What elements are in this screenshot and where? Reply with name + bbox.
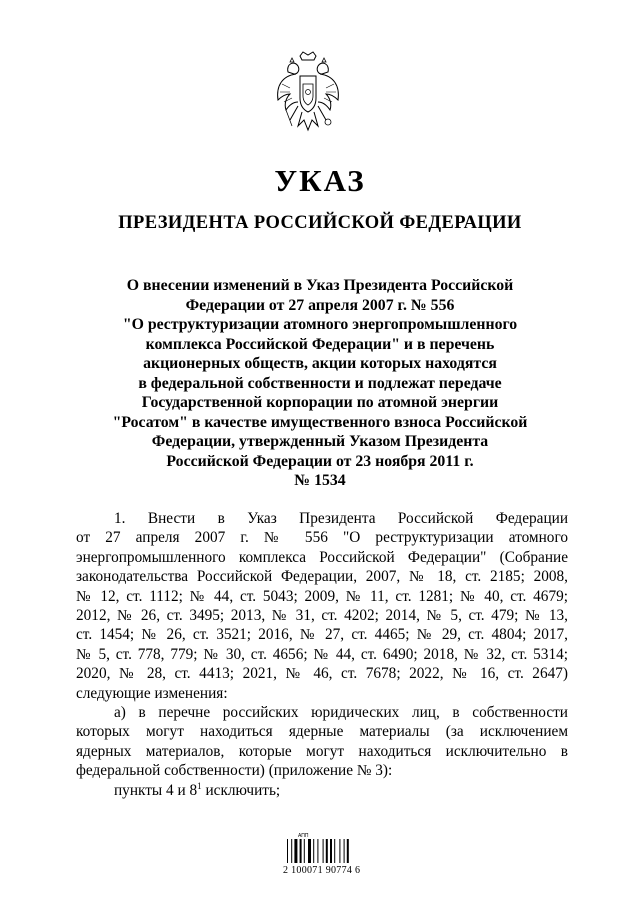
barcode-bar bbox=[300, 839, 302, 863]
barcode-bar bbox=[287, 839, 288, 863]
heading-line: в федеральной собственности и подлежат передаче bbox=[138, 374, 502, 392]
barcode-bar bbox=[308, 839, 311, 863]
body-line-last bbox=[76, 781, 568, 800]
heading-line: Федерации, утвержденный Указом Президента bbox=[151, 433, 489, 450]
barcode-bar bbox=[323, 839, 324, 863]
body-line: ядерных материалов, которые могут находиться исключительно в bbox=[76, 742, 568, 760]
last-line-text-after: исключить; bbox=[201, 781, 281, 799]
last-line-text: пункты 4 и 8 bbox=[114, 781, 198, 799]
barcode-bar bbox=[334, 839, 335, 863]
body-line: а) в перечне российских юридических лиц, в собственности bbox=[114, 704, 568, 722]
barcode-bar bbox=[291, 839, 292, 863]
barcode-bar bbox=[304, 839, 305, 863]
heading-line: Российской Федерации от 23 ноября 2011 г. bbox=[166, 452, 474, 470]
heading-line: № 1534 bbox=[294, 472, 346, 489]
barcode-bar bbox=[317, 839, 318, 863]
heading-line: О внесении изменений в Указ Президента Российской bbox=[126, 277, 514, 294]
barcode-bar bbox=[326, 839, 328, 863]
barcode-bar bbox=[313, 839, 314, 863]
body-line: № 12, ст. 1112; № 44, ст. 5043; 2009, № 11, ст. 1281; № 40, ст. 4679; bbox=[76, 587, 568, 605]
heading-line: комплекса Российской Федерации" и в перечень bbox=[145, 335, 495, 353]
barcode-bar bbox=[347, 839, 349, 863]
decree-heading bbox=[100, 276, 540, 491]
coat-of-arms-emblem bbox=[272, 50, 344, 138]
heading-line: акционерных обществ, акции которых находятся bbox=[143, 355, 497, 372]
body-line: ст. 1454; № 26, ст. 3521; 2016, № 27, ст. 4465; № 29, ст. 4804; 2017, bbox=[76, 626, 568, 644]
heading-line: "О реструктуризации атомного энергопромышленного bbox=[122, 316, 518, 333]
heading-line: Государственной корпорации по атомной энергии bbox=[141, 394, 499, 411]
body-line: энергопромышленного комплекса Российской Федерации" (Собрание bbox=[76, 548, 568, 566]
barcode-label: АПП bbox=[298, 833, 309, 839]
barcode-bar bbox=[339, 839, 340, 863]
document-subtitle: ПРЕЗИДЕНТА РОССИЙСКОЙ ФЕДЕРАЦИИ bbox=[118, 213, 522, 233]
barcode-bar bbox=[330, 839, 332, 863]
decree-body bbox=[76, 509, 568, 800]
heading-line: Федерации от 27 апреля 2007 г. № 556 bbox=[185, 296, 455, 314]
body-line: 2012, № 26, ст. 3495; 2013, № 31, ст. 4202; 2014, № 5, ст. 479; № 13, bbox=[76, 607, 568, 625]
body-line: 2020, № 28, ст. 4413; 2021, № 46, ст. 7678; 2022, № 16, ст. 2647) bbox=[76, 665, 568, 683]
body-line: которых могут находиться ядерные материалы (за исключением bbox=[76, 723, 568, 741]
body-line: № 5, ст. 778, 779; № 30, ст. 4656; № 44, ст. 6490; 2018, № 32, ст. 5314; bbox=[76, 645, 568, 663]
body-line: федеральной собственности) (приложение № 3): bbox=[76, 762, 393, 780]
barcode-number: 2 100071 90774 6 bbox=[283, 865, 361, 876]
document-title: УКАЗ bbox=[274, 163, 366, 198]
body-line: законодательства Российской Федерации, 2007, № 18, ст. 2185; 2008, bbox=[76, 568, 568, 586]
heading-line: "Росатом" в качестве имущественного взноса Российской bbox=[112, 413, 528, 431]
body-line: следующие изменения: bbox=[76, 684, 228, 702]
superscript: 1 bbox=[197, 780, 202, 791]
barcode-bar bbox=[294, 839, 297, 863]
body-line: от 27 апреля 2007 г. № 556 "О реструктуризации атомного bbox=[76, 529, 568, 547]
barcode-bar bbox=[344, 839, 345, 863]
body-line: 1. Внести в Указ Президента Российской Федерации bbox=[114, 510, 568, 527]
